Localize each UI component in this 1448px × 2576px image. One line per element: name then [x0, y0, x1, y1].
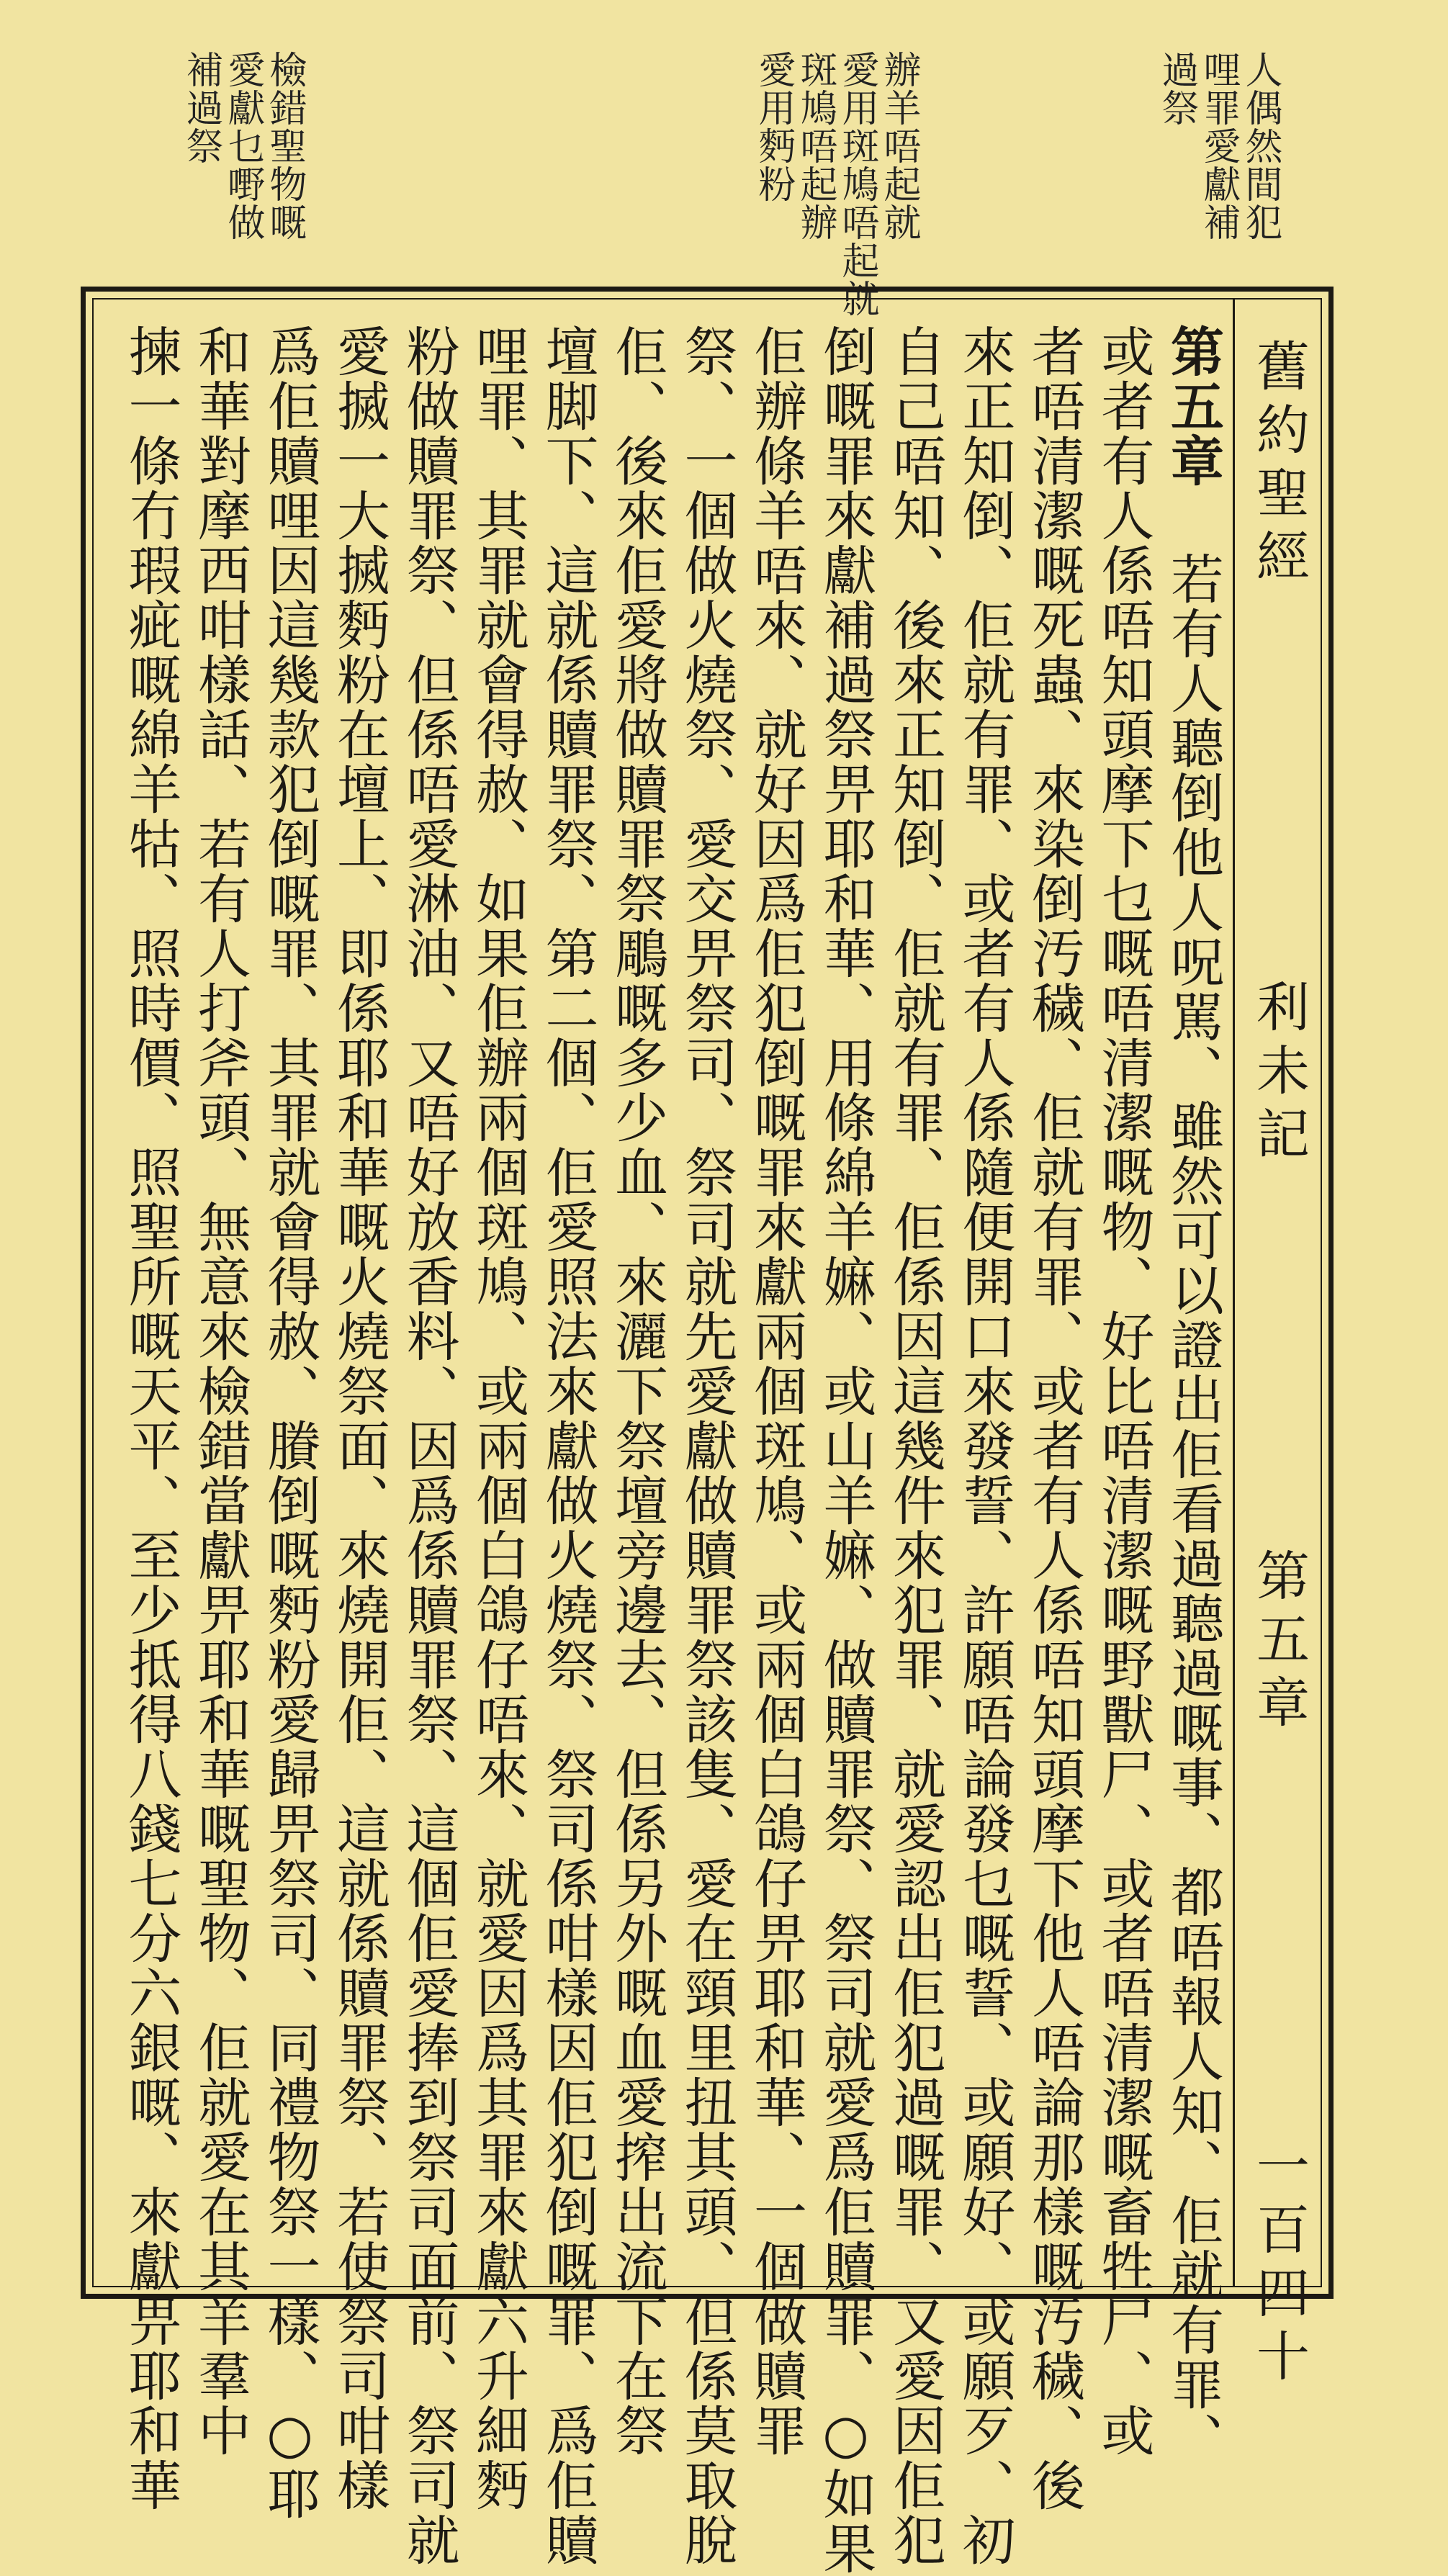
margin-note: 人偶然間犯 哩罪愛獻補 過祭 — [1155, 50, 1282, 241]
margin-note: 檢錯聖物嘅 愛獻乜嘢做 補過祭 — [179, 50, 306, 241]
text-column: 愛搣一大搣麪粉在壇上、即係耶和華嘅火燒祭面、來燒開佢、這就係贖罪祭、若使祭司咁樣 — [328, 324, 390, 2513]
chapter-heading: 第五章 — [1162, 324, 1224, 488]
text-column: 或者有人係唔知頭摩下乜嘅唔清潔嘅物、好比唔清潔嘅野獸尸、或者唔清潔嘅畜牲尸、或 — [1092, 324, 1155, 2458]
text-column: 壇脚下、這就係贖罪祭、第二個、佢愛照法來獻做火燒祭、祭司係咁樣因佢犯倒嘅罪、爲佢贖 — [536, 324, 599, 2567]
margin-note: 辦羊唔起就 愛用斑鳩唔起就 斑鳩唔起辦 愛用麪粉 — [752, 50, 920, 318]
running-header — [1236, 310, 1321, 2392]
text-column: 自己唔知、後來正知倒、佢就有罪、佢係因這幾件來犯罪、就愛認出佢犯過嘅罪、又愛因佢犯 — [884, 324, 946, 2567]
chapter-label: 第五章 — [1248, 1548, 1310, 1738]
text-column: 爲佢贖哩因這幾款犯倒嘅罪、其罪就會得赦、賸倒嘅麪粉愛歸畀祭司、同禮物祭一樣、○耶 — [258, 324, 321, 2521]
text-column: 揀一條冇瑕疵嘅綿羊牯、照時價、照聖所嘅天平、至少抵得八錢七分六銀嘅、來獻畀耶和華 — [120, 324, 182, 2513]
text-column: 粉做贖罪祭、但係唔愛淋油、又唔好放香料、因爲係贖罪祭、這個佢愛捧到祭司面前、祭司就 — [397, 324, 460, 2567]
body-text — [108, 324, 1228, 2576]
text-column: 哩罪、其罪就會得赦、如果佢辦兩個斑鳩、或兩個白鴿仔唔來、就愛因爲其罪來獻六升細麪 — [467, 324, 529, 2513]
header-divider — [1233, 298, 1235, 2287]
text-column: 佢、後來佢愛將做贖罪祭鵰嘅多少血、來灑下祭壇旁邊去、但係另外嘅血愛搾出流下在祭 — [606, 324, 668, 2458]
text-column: 倒嘅罪來獻補過祭畀耶和華、用條綿羊嫲、或山羊嫲、做贖罪祭、祭司就愛爲佢贖罪、○如果 — [814, 324, 877, 2576]
text-column: 佢辦條羊唔來、就好因爲佢犯倒嘅罪來獻兩個斑鳩、或兩個白鴿仔畀耶和華、一個做贖罪 — [745, 324, 807, 2458]
text-column: 第五章 若有人聽倒他人呪駡、雖然可以證出佢看過聽過嘅事、都唔報人知、佢就有罪、 — [1162, 324, 1224, 2467]
text-column: 者唔清潔嘅死蟲、來染倒汚穢、佢就有罪、或者有人係唔知頭摩下他人唔論那樣嘅汚穢、後 — [1023, 324, 1085, 2513]
book-name: 利未記 — [1248, 979, 1310, 1169]
text-column: 祭、一個做火燒祭、愛交畀祭司、祭司就先愛獻做贖罪祭該隻、愛在頸里扭其頭、但係莫取脫 — [675, 324, 738, 2567]
text-column: 來正知倒、佢就有罪、或者有人係隨便開口來發誓、許願唔論發乜嘅誓、或願好、或願歹、初 — [953, 324, 1016, 2567]
text-column: 和華對摩西咁樣話、若有人打斧頭、無意來檢錯當獻畀耶和華嘅聖物、佢就愛在其羊羣中 — [189, 324, 251, 2458]
book-collection-title: 舊約聖經 — [1248, 338, 1310, 592]
page-number: 一百四十 — [1248, 2138, 1310, 2392]
